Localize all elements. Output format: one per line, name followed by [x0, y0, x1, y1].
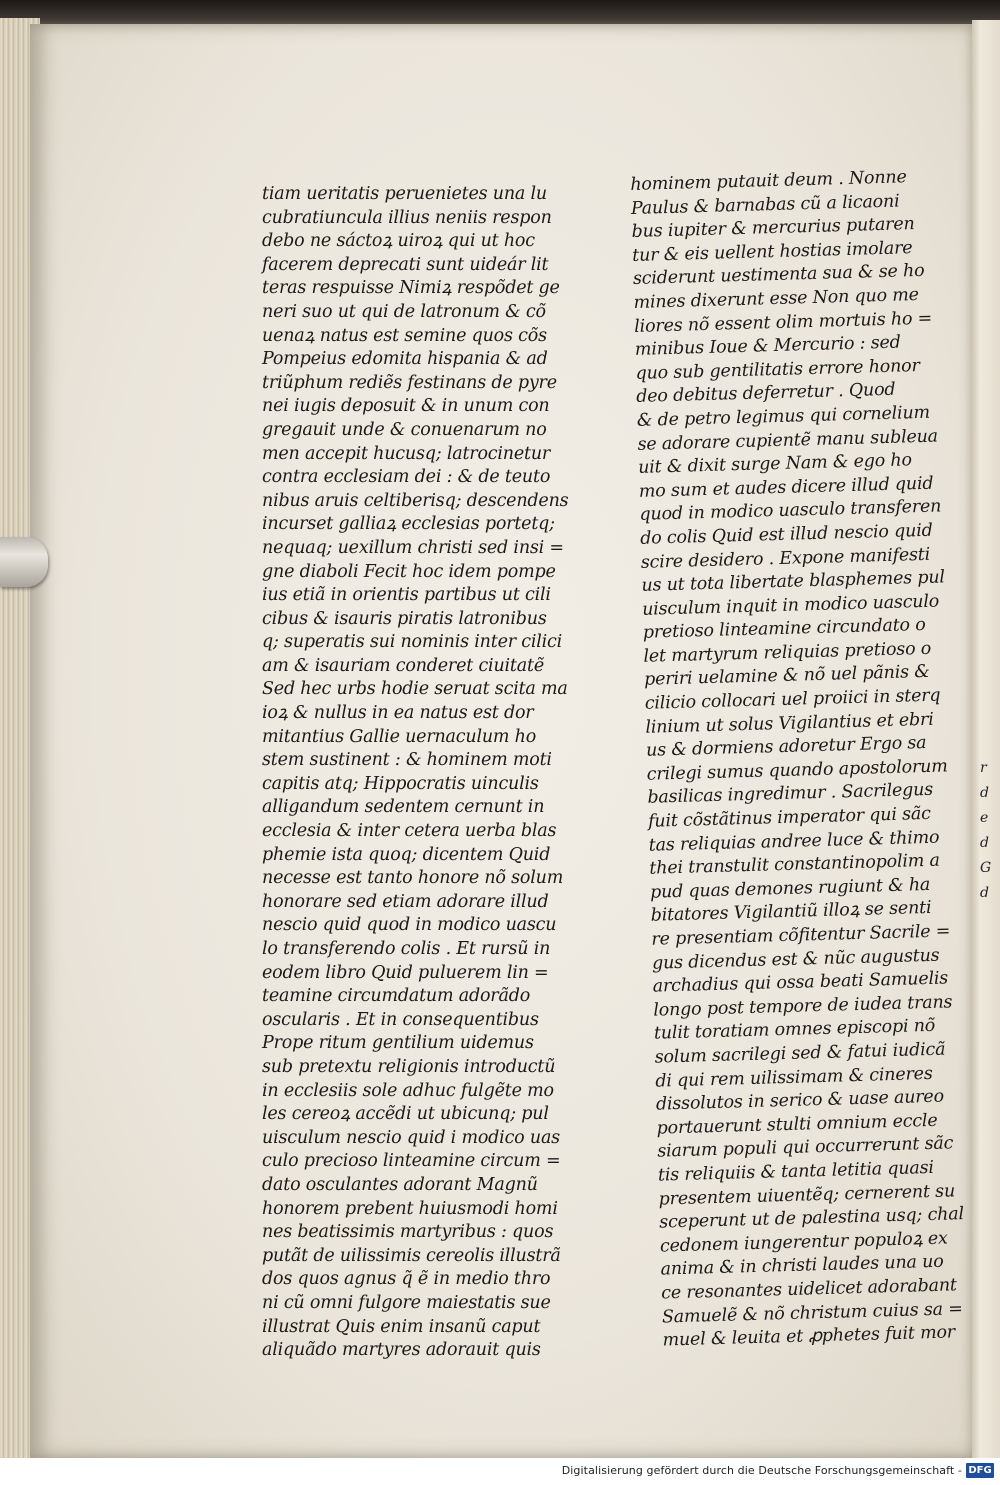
- text-line: hominem putauit deum . Nonne: [630, 167, 907, 195]
- text-line: les cereoꝝ accẽdi ut ubicunq; pul: [262, 1104, 549, 1125]
- text-line: portauerunt stulti omnium eccle: [656, 1110, 938, 1139]
- text-line: tur & eis uellent hostias imolare: [632, 237, 913, 266]
- text-line: debo ne sáctoꝝ uiroꝝ qui ut hoc: [262, 231, 535, 252]
- text-line: q; superatis sui nominis inter cilici: [262, 632, 563, 653]
- text-line: teras respuisse Nimiꝝ respõdet ge: [262, 278, 560, 299]
- text-line: uisculum nescio quid i modico uas: [262, 1127, 560, 1148]
- text-line: ius etiã in orientis partibus ut cili: [262, 585, 551, 606]
- adjacent-page-edge: [972, 20, 1000, 1460]
- text-line: scire desidero . Expone manifesti: [640, 544, 931, 573]
- text-line: siarum populi qui occurrerunt sãc: [657, 1133, 954, 1162]
- text-line: triũphum rediẽs festinans de pyre: [262, 372, 557, 393]
- text-line: sceperunt ut de palestina usq; chal: [659, 1204, 965, 1233]
- text-line: linium ut solus Vigilantius et ebri: [645, 709, 934, 738]
- text-line: putãt de uilissimis cereolis illustrã: [262, 1245, 561, 1266]
- text-line: alligandum sedentem cernunt in: [262, 797, 545, 818]
- text-line: nibus aruis celtiberisq; descendens: [262, 490, 569, 511]
- text-line: mitantius Gallie uernaculum ho: [262, 726, 537, 747]
- text-line: neri suo ut qui de latronum & cõ: [262, 301, 546, 322]
- text-line: teamine circumdatum adorãdo: [262, 986, 531, 1007]
- footer-bar: [0, 1458, 1000, 1485]
- text-line: cedonem iungerentur populoꝝ ex: [659, 1228, 948, 1257]
- text-line: archadius qui ossa beati Samuelis: [652, 968, 949, 997]
- text-line: deo debitus deferretur . Quod: [635, 380, 896, 408]
- text-line: aliquãdo martyres adorauit quis: [262, 1340, 541, 1361]
- text-line: culo precioso linteamine circum =: [262, 1151, 561, 1172]
- text-line: mo sum et audes dicere illud quid: [638, 473, 934, 502]
- page-clamp: [0, 537, 48, 587]
- dfg-logo-icon: DFG: [966, 1463, 994, 1478]
- text-line: liores nõ essent olim mortuis ho =: [633, 308, 933, 337]
- text-line: dos quos agnus q̃ ẽ in medio thro: [262, 1269, 551, 1290]
- text-line: capitis atq; Hippocratis uinculis: [262, 773, 539, 794]
- adjacent-page-fragment: r: [980, 760, 987, 776]
- text-line: necesse est tanto honore nõ solum: [262, 868, 564, 889]
- text-line: periri uelamine & nõ uel pãnis &: [643, 662, 930, 691]
- text-line: uenaꝝ natus est semine quos cõs: [262, 325, 547, 346]
- text-line: us ut tota libertate blasphemes pul: [641, 567, 946, 596]
- text-line: uisculum inquit in modico uasculo: [641, 591, 940, 620]
- text-line: cubratiuncula illius neniis respon: [262, 207, 552, 228]
- text-line: incurset galliaꝝ ecclesias portetq;: [262, 514, 555, 535]
- text-line: gne diaboli Fecit hoc idem pompe: [262, 561, 556, 582]
- text-line: honorem prebent huiusmodi homi: [262, 1198, 558, 1219]
- text-line: crilegi sumus quando apostolorum: [646, 756, 948, 785]
- text-line: pud quas demones rugiunt & ha: [649, 874, 931, 903]
- text-line: tiam ueritatis peruenietes una lu: [262, 184, 547, 204]
- text-line: gregauit unde & conuenarum no: [262, 419, 547, 440]
- text-line: quo sub gentilitatis errore honor: [635, 355, 920, 384]
- text-line: sub pretextu religionis introductũ: [262, 1056, 556, 1077]
- text-line: us & dormiens adoretur Ergo sa: [645, 733, 927, 762]
- text-line: Sed hec urbs hodie seruat scita ma: [262, 679, 568, 700]
- text-line: cilicio collocari uel proiici in sterq: [644, 685, 941, 714]
- text-line: honorare sed etiam adorare illud: [262, 891, 549, 912]
- text-column-left: [262, 183, 569, 1363]
- text-line: Prope ritum gentilium uidemus: [262, 1033, 534, 1054]
- text-line: illustrat Quis enim insanũ caput: [262, 1316, 541, 1337]
- text-line: nequaq; uexillum christi sed insi =: [262, 537, 564, 558]
- adjacent-page-fragment: G: [980, 860, 992, 876]
- text-line: cibus & isauris piratis latronibus: [262, 608, 547, 629]
- text-line: stem sustinent : & hominem moti: [262, 750, 552, 771]
- text-line: se adorare cupientẽ manu subleua: [637, 426, 939, 455]
- text-line: minibus Ioue & Mercurio : sed: [634, 332, 901, 361]
- text-line: do colis Quid est illud nescio quid: [639, 520, 933, 549]
- text-line: sciderunt uestimenta sua & se ho: [632, 261, 925, 290]
- text-line: ioꝝ & nullus in ea natus est dor: [262, 703, 534, 724]
- text-line: di qui rem uilissimam & cineres: [655, 1063, 933, 1092]
- text-line: uit & dixit surge Nam & ego ho: [637, 450, 913, 479]
- text-line: anima & in christi laudes una uo: [660, 1251, 944, 1280]
- text-line: oscularis . Et in consequentibus: [262, 1009, 539, 1030]
- text-line: in ecclesiis sole adhuc fulgẽte mo: [262, 1080, 554, 1101]
- text-line: men accepit hucusq; latrocinetur: [262, 443, 551, 464]
- text-line: presentem uiuentẽq; cernerent su: [658, 1180, 956, 1210]
- text-line: nescio quid quod in modico uascu: [262, 915, 557, 936]
- text-line: dissolutos in serico & uase aureo: [655, 1086, 945, 1115]
- text-line: re presentiam cõfitentur Sacrile =: [651, 921, 951, 950]
- text-line: contra ecclesiam dei : & de teuto: [262, 467, 551, 488]
- text-line: longo post tempore de iudea trans: [653, 992, 953, 1021]
- text-line: facerem deprecati sunt uideár lit: [262, 254, 549, 275]
- text-line: phemie ista quoq; dicentem Quid: [262, 844, 551, 865]
- text-line: ce resonantes uidelicet adorabant: [660, 1275, 957, 1304]
- text-line: gus dicendus est & nũc augustus: [651, 945, 940, 974]
- text-line: nei iugis deposuit & in unum con: [262, 396, 550, 417]
- text-line: Pompeius edomita hispania & ad: [262, 349, 548, 370]
- text-line: eodem libro Quid puluerem lin =: [262, 962, 549, 983]
- text-line: let martyrum reliquias pretioso o: [643, 638, 932, 667]
- text-line: fuit cõstãtinus imperator qui sãc: [647, 803, 931, 832]
- text-line: lo transferendo colis . Et rursũ in: [262, 939, 551, 959]
- adjacent-page-fragment: e: [980, 810, 989, 826]
- text-line: ecclesia & inter cetera uerba blas: [262, 821, 557, 842]
- adjacent-page-fragment: d: [980, 885, 989, 901]
- adjacent-page-fragment: d: [980, 785, 989, 801]
- text-line: mines dixerunt esse Non quo me: [633, 284, 920, 313]
- text-line: quod in modico uasculo transferen: [639, 496, 942, 526]
- text-line: bitatores Vigilantiũ illoꝝ se senti: [650, 898, 932, 927]
- funding-credit: Digitalisierung gefördert durch die Deutsche Forschungsgemeinschaft -: [561, 1464, 962, 1477]
- text-line: tulit toratiam omnes episcopi nõ: [653, 1016, 936, 1045]
- text-line: muel & leuita et ꝓphetes fuit mor: [662, 1322, 956, 1351]
- text-column-right: [630, 165, 968, 1353]
- text-line: tas reliquias andree luce & thimo: [648, 827, 940, 856]
- text-line: bus iupiter & mercurius putaren: [631, 214, 915, 243]
- text-line: am & isauriam conderet ciuitatẽ: [262, 655, 544, 676]
- text-line: dato osculantes adorant Magnũ: [262, 1174, 538, 1195]
- text-line: solum sacrilegi sed & fatui iudicã: [654, 1039, 946, 1068]
- text-line: basilicas ingredimur . Sacrilegus: [647, 780, 934, 809]
- text-line: tis reliquiis & tanta letitia quasi: [657, 1157, 935, 1186]
- adjacent-page-fragment: d: [980, 835, 989, 851]
- text-line: ni cũ omni fulgore maiestatis sue: [262, 1292, 551, 1313]
- text-line: thei transtulit constantinopolim a: [649, 850, 941, 879]
- text-line: pretioso linteamine circundato o: [642, 615, 926, 644]
- text-line: Paulus & barnabas cũ a licaoni: [630, 191, 900, 219]
- text-line: & de petro legimus qui cornelium: [636, 402, 931, 431]
- text-line: Samuelẽ & nõ christum cuius sa =: [661, 1298, 963, 1328]
- text-line: nes beatissimis martyribus : quos: [262, 1222, 554, 1243]
